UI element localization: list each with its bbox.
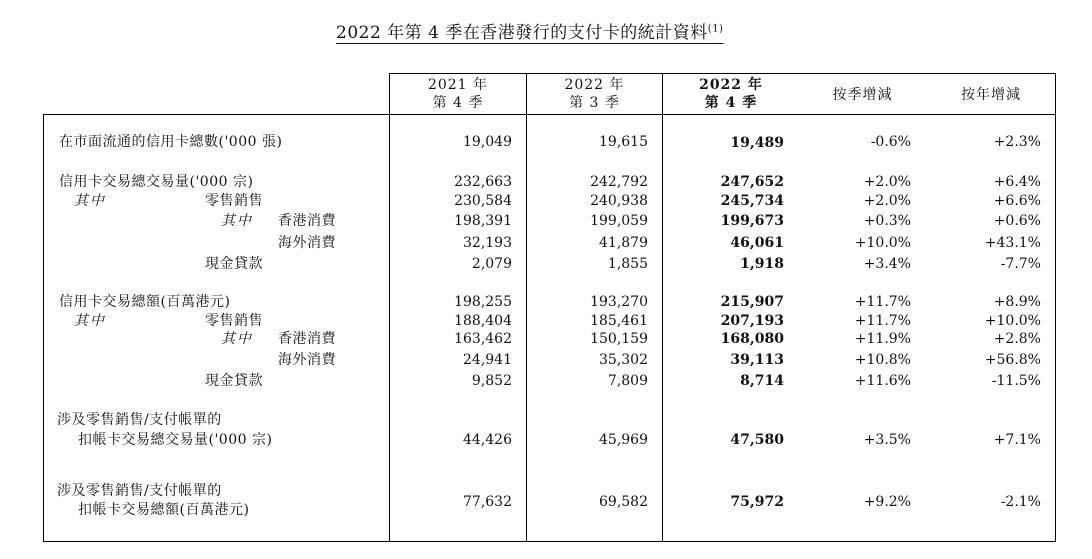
- cell-2022q3: 69,582: [599, 494, 648, 510]
- cell-qoq: +11.7%: [854, 313, 911, 329]
- cell-2022q3: 199,059: [590, 213, 648, 229]
- cell-2022q3: 7,809: [607, 373, 648, 389]
- cell-2022q3: 1,855: [607, 256, 648, 272]
- header-2022-q4-line1: 2022 年: [699, 77, 763, 93]
- cell-qoq: +9.2%: [863, 494, 911, 510]
- cell-2022q3: 19,615: [599, 134, 648, 150]
- cell-yoy: +2.8%: [993, 331, 1041, 347]
- cell-2022q4: 207,193: [720, 313, 784, 329]
- row-label-hk-spending: 香港消費: [278, 213, 336, 229]
- cell-yoy: +8.9%: [993, 294, 1041, 310]
- cell-yoy: +56.8%: [984, 352, 1041, 368]
- cell-yoy: -2.1%: [1000, 494, 1041, 510]
- cell-2021q4: 2,079: [471, 256, 512, 272]
- cell-2022q4: 247,652: [720, 174, 784, 190]
- title-text: 2022 年第 4 季在香港發行的支付卡的統計資料: [336, 23, 708, 43]
- cell-qoq: +11.9%: [854, 331, 911, 347]
- row-label-credit-value: 信用卡交易總額(百萬港元): [59, 294, 231, 310]
- cell-qoq: +11.6%: [854, 373, 911, 389]
- header-2022-q4: [663, 76, 799, 112]
- col-divider-3: [662, 73, 663, 542]
- cell-2022q3: 185,461: [590, 313, 648, 329]
- row-label-cash-advance: 現金貸款: [205, 373, 263, 389]
- header-2022-q3-line2: 第 3 季: [569, 95, 620, 111]
- cell-2021q4: 198,255: [454, 294, 512, 310]
- cell-2021q4: 32,193: [463, 235, 512, 251]
- cell-qoq: +3.5%: [863, 432, 911, 448]
- table-title: [336, 18, 723, 43]
- cell-qoq: +2.0%: [863, 193, 911, 209]
- row-label-debit-volume-1: 涉及零售銷售/支付帳單的: [57, 412, 222, 428]
- cell-2022q4: 168,080: [720, 331, 784, 347]
- cell-2021q4: 188,404: [454, 313, 512, 329]
- row-prefix-of-which: 其中: [221, 213, 253, 229]
- row-label-retail: 零售銷售: [205, 313, 263, 329]
- row-prefix-of-which: 其中: [221, 331, 253, 347]
- row-label-overseas: 海外消費: [278, 235, 336, 251]
- cell-2022q4: 245,734: [720, 193, 784, 209]
- row-prefix-of-which: 其中: [74, 193, 106, 209]
- cell-2022q3: 150,159: [590, 331, 648, 347]
- cell-2022q4: 199,673: [720, 213, 784, 229]
- cell-2021q4: 230,584: [454, 193, 512, 209]
- header-2021-q4-line1: 2021 年: [427, 77, 489, 93]
- cell-2021q4: 198,391: [454, 213, 512, 229]
- header-2022-q3-line1: 2022 年: [564, 77, 625, 93]
- cell-2022q4: 215,907: [720, 294, 784, 310]
- cell-yoy: +6.4%: [993, 174, 1041, 190]
- cell-qoq: +2.0%: [863, 174, 911, 190]
- cell-2021q4: 19,049: [463, 134, 512, 150]
- cell-2022q3: 242,792: [590, 174, 648, 190]
- title-footnote: (1): [707, 23, 724, 35]
- cell-yoy: +7.1%: [993, 432, 1041, 448]
- cell-qoq: -0.6%: [870, 134, 911, 150]
- row-label-cards-outstanding: 在市面流通的信用卡總數('000 張): [59, 134, 283, 150]
- cell-2021q4: 24,941: [463, 352, 512, 368]
- cell-yoy: +2.3%: [993, 134, 1041, 150]
- col-divider-1: [389, 114, 390, 542]
- cell-yoy: -11.5%: [991, 373, 1041, 389]
- cell-qoq: +3.4%: [863, 256, 911, 272]
- cell-2022q4: 46,061: [730, 235, 784, 251]
- cell-qoq: +0.3%: [863, 213, 911, 229]
- cell-2022q3: 35,302: [599, 352, 648, 368]
- row-label-hk-spending: 香港消費: [278, 331, 336, 347]
- cell-yoy: -7.7%: [1000, 256, 1041, 272]
- cell-2022q3: 240,938: [590, 193, 648, 209]
- cell-2022q4: 19,489: [730, 135, 784, 151]
- cell-yoy: +0.6%: [993, 213, 1041, 229]
- cell-2021q4: 44,426: [463, 432, 512, 448]
- row-label-retail: 零售銷售: [205, 193, 263, 209]
- cell-2022q3: 193,270: [590, 294, 648, 310]
- cell-qoq: +10.8%: [854, 352, 911, 368]
- header-2022-q4-line2: 第 4 季: [704, 95, 758, 111]
- row-label-debit-value-2: 扣帳卡交易總額(百萬港元): [78, 502, 250, 518]
- cell-2022q4: 1,918: [740, 256, 784, 272]
- header-2022-q3: [527, 76, 662, 112]
- cell-2021q4: 9,852: [471, 373, 512, 389]
- cell-2022q3: 41,879: [599, 235, 648, 251]
- cell-yoy: +10.0%: [984, 313, 1041, 329]
- col-divider-2: [526, 73, 527, 542]
- header-2021-q4-line2: 第 4 季: [432, 95, 484, 111]
- cell-2021q4: 163,462: [454, 331, 512, 347]
- row-label-debit-value-1: 涉及零售銷售/支付帳單的: [57, 483, 222, 499]
- row-label-debit-volume-2: 扣帳卡交易總交易量('000 宗): [78, 432, 273, 448]
- row-prefix-of-which: 其中: [74, 313, 106, 329]
- cell-qoq: +10.0%: [854, 235, 911, 251]
- cell-2021q4: 232,663: [454, 174, 512, 190]
- header-qoq: 按季增減: [832, 87, 893, 103]
- cell-2022q3: 45,969: [599, 432, 648, 448]
- header-2021-q4: [390, 76, 526, 112]
- row-label-cash-advance: 現金貸款: [205, 256, 263, 272]
- cell-yoy: +43.1%: [984, 235, 1041, 251]
- cell-2022q4: 39,113: [730, 352, 784, 368]
- cell-2022q4: 47,580: [730, 432, 784, 448]
- cell-2022q4: 75,972: [730, 494, 784, 510]
- row-label-overseas: 海外消費: [278, 352, 336, 368]
- row-label-credit-volume: 信用卡交易總交易量('000 宗): [59, 174, 254, 190]
- cell-yoy: +6.6%: [993, 193, 1041, 209]
- cell-2021q4: 77,632: [463, 494, 512, 510]
- cell-qoq: +11.7%: [854, 294, 911, 310]
- header-yoy: 按年增減: [961, 87, 1021, 103]
- cell-2022q4: 8,714: [740, 373, 784, 389]
